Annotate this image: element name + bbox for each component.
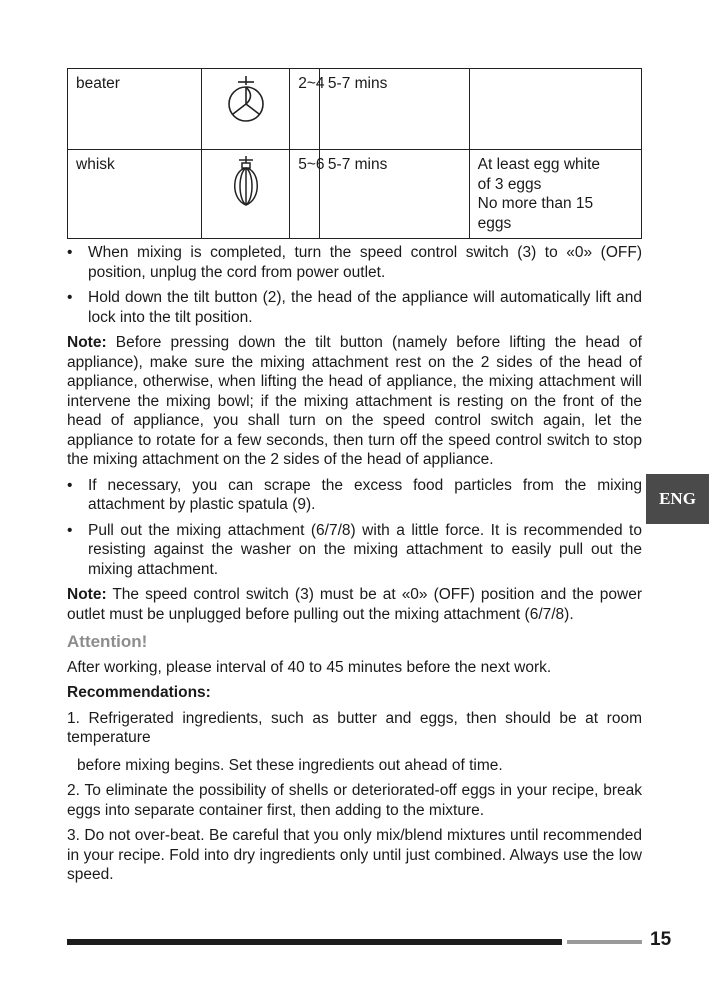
note-text: The speed control switch (3) must be at «0» (OFF) position and the power outlet must be unplugged before pulling out the mixing attachment (6/7/8). (67, 586, 642, 623)
footer-rule-dark (67, 939, 562, 945)
bullet-item (67, 243, 642, 282)
recommendation-item: 1. Refrigerated ingredients, such as butter and eggs, then should be at room temperature (67, 709, 642, 746)
note-cell (469, 150, 641, 239)
attachment-icon-cell (202, 150, 290, 239)
attention-heading: Attention! (67, 632, 148, 651)
note-label: Note: (67, 586, 107, 603)
note-text: Before pressing down the tilt button (namely before lifting the head of appliance), make sure the mixing attachment rest on the 2 sides of the head of appliance, otherwise, when lifting the head of appliance, the mixing attachment will intervene the mixing bowl; if the mixing attachment is resting on the front of the head of appliance, you shall turn on the speed control switch again, let the appliance to rotate for a few seconds, then turn off the speed control switch to stop the mixing attachment on the 2 sides of the head of appliance. (67, 334, 642, 468)
page-content (67, 68, 642, 885)
recommendation-item: 2. To eliminate the possibility of shells or deteriorated-off eggs in your recipe, break eggs into separate container first, then adding to the mixture. (67, 782, 642, 819)
footer-rule-light (567, 940, 642, 944)
speed-cell: 2~4 (290, 69, 320, 150)
note-line: eggs (477, 214, 512, 232)
table-row (68, 150, 642, 239)
attachment-name-cell: whisk (68, 150, 202, 239)
bullet-item (67, 288, 642, 327)
attachment-speed-table (67, 68, 642, 239)
bullet-item (67, 521, 642, 580)
recommendations-heading (67, 683, 642, 703)
recommendations-title: Recommendations: (67, 684, 211, 701)
bullet-text: If necessary, you can scrape the excess food particles from the mixing attachment by plastic spatula (9). (88, 476, 642, 513)
speed-cell: 5~6 (290, 150, 320, 239)
attachment-icon-cell (202, 69, 290, 150)
note-paragraph (67, 585, 642, 624)
bullet-item (67, 476, 642, 515)
bullet-dot: • (67, 289, 73, 306)
bullet-text: Hold down the tilt button (2), the head of the appliance will automatically lift and lock into the tilt position. (88, 289, 642, 326)
time-cell: 5-7 mins (319, 150, 469, 239)
bullet-text: When mixing is completed, turn the speed control switch (3) to «0» (OFF) position, unplug the cord from power outlet. (88, 244, 642, 281)
note-line: No more than 15 (477, 195, 594, 212)
note-line: of 3 eggs (477, 175, 542, 193)
whisk-icon (229, 155, 263, 207)
language-tab: ENG (646, 474, 709, 524)
attachment-name-cell: beater (68, 69, 202, 150)
note-line: At least egg white (477, 156, 601, 173)
bullet-dot: • (67, 476, 73, 494)
table-row (68, 69, 642, 150)
bullet-text: Pull out the mixing attachment (6/7/8) with a little force. It is recommended to resisting against the washer on the mixing attachment to easily pull out the mixing attachment. (88, 521, 642, 578)
beater-icon (224, 74, 268, 124)
note-paragraph (67, 333, 642, 470)
note-label: Note: (67, 334, 107, 351)
recommendation-item: 3. Do not over-beat. Be careful that you only mix/blend mixtures until recommended in your recipe. Fold into dry ingredients only until just combined. Always use the low speed. (67, 827, 642, 883)
recommendation-continuation: before mixing begins. Set these ingredients out ahead of time. (77, 756, 503, 774)
attention-text: After working, please interval of 40 to 45 minutes before the next work. (67, 658, 552, 676)
page-number: 15 (650, 929, 672, 950)
bullet-dot: • (67, 521, 73, 539)
note-cell (469, 69, 641, 150)
time-cell: 5-7 mins (319, 69, 469, 150)
bullet-dot: • (67, 244, 73, 261)
